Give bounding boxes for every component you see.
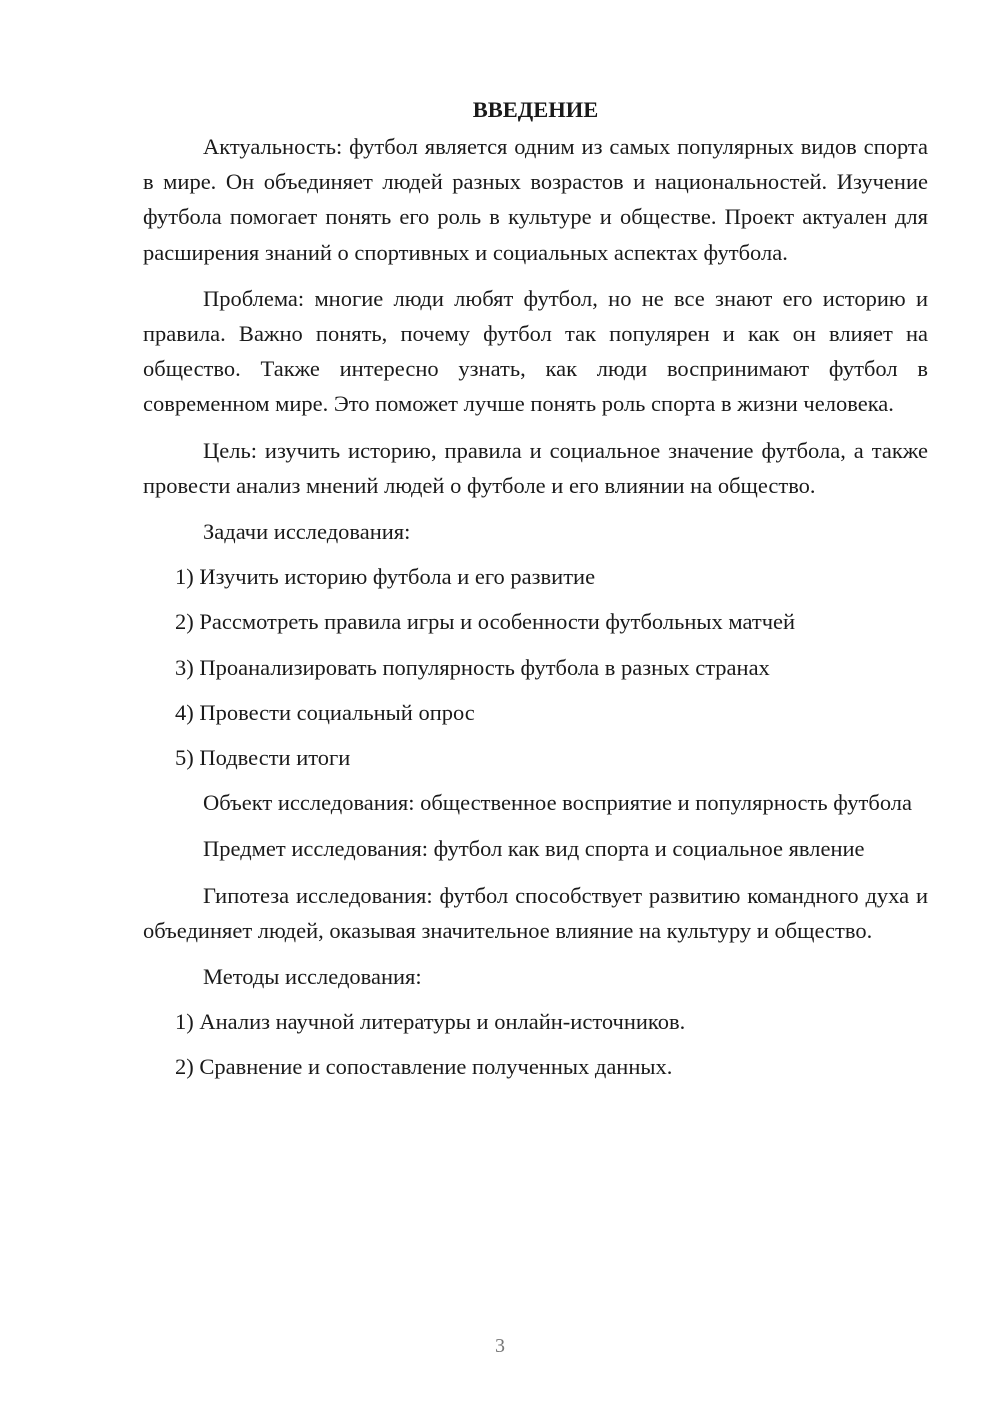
- hypothesis-paragraph: Гипотеза исследования: футбол способствует развитию командного духа и объединяет людей, оказывая значительное влияние на культуру и общество.: [143, 882, 928, 943]
- relevance-paragraph: Актуальность: футбол является одним из самых популярных видов спорта в мире. Он объединяет людей разных возрастов и национальностей. Изучение футбола помогает понять его роль в культуре и обществе. Проект актуален для расширения знаний о спортивных и социальных аспектах футбола.: [143, 134, 928, 265]
- task-item: 5) Подвести итоги: [175, 745, 351, 771]
- method-item: 1) Анализ научной литературы и онлайн-источников.: [175, 1009, 686, 1035]
- document-page: [143, 92, 928, 1095]
- section-title: ВВЕДЕНИЕ: [472, 97, 599, 122]
- task-item: 3) Проанализировать популярность футбола в разных странах: [175, 654, 770, 680]
- problem-paragraph: Проблема: многие люди любят футбол, но не все знают его историю и правила. Важно понять, почему футбол так популярен и как он влияет на общество. Также интересно узнать, как люди воспринимают футбол в современном мире. Это поможет лучше понять роль спорта в жизни человека.: [143, 285, 928, 417]
- tasks-heading: Задачи исследования:: [203, 519, 411, 545]
- subject-paragraph: Предмет исследования: футбол как вид спорта и социальное явление: [203, 836, 865, 862]
- methods-heading: Методы исследования:: [203, 964, 422, 990]
- method-item: 2) Сравнение и сопоставление полученных данных.: [175, 1054, 673, 1080]
- object-paragraph: Объект исследования: общественное восприятие и популярность футбола: [203, 790, 912, 816]
- task-item: 2) Рассмотреть правила игры и особенности футбольных матчей: [175, 609, 796, 635]
- page-number: 3: [495, 1335, 505, 1357]
- task-item: 1) Изучить историю футбола и его развитие: [175, 564, 596, 590]
- goal-paragraph: Цель: изучить историю, правила и социальное значение футбола, а также провести анализ мнений людей о футболе и его влиянии на общество.: [143, 437, 928, 498]
- task-item: 4) Провести социальный опрос: [175, 699, 475, 725]
